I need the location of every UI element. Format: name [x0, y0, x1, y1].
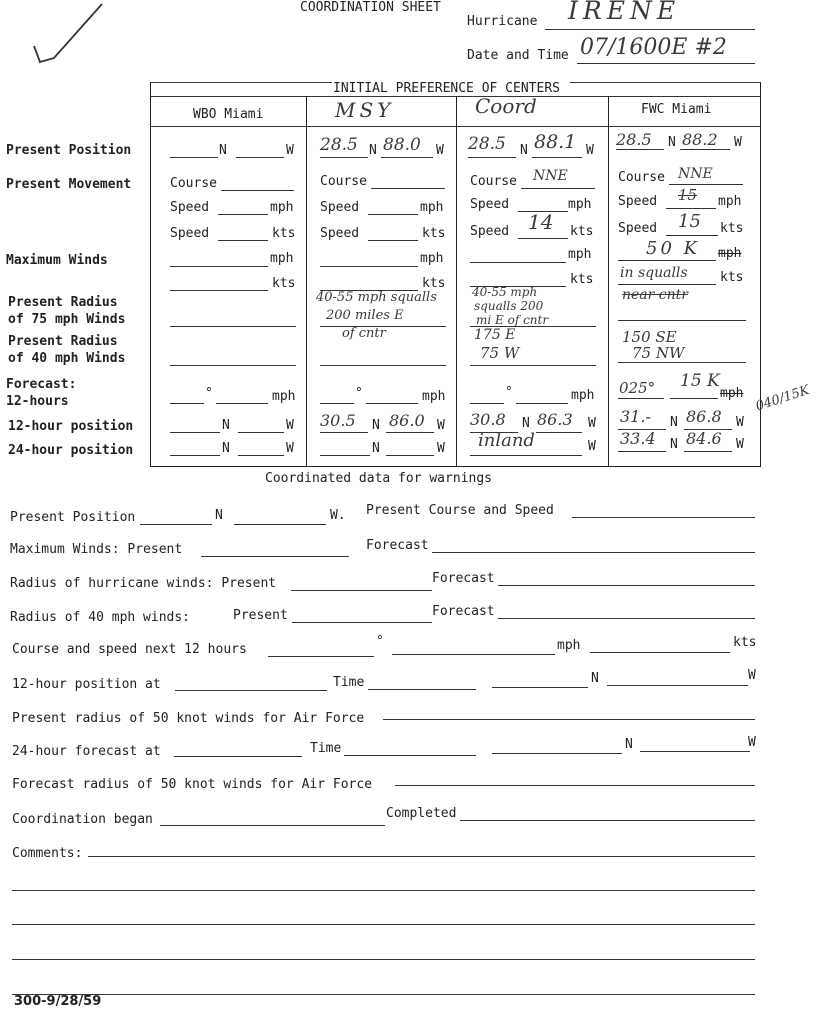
- hurricane-name: IRENE: [568, 0, 681, 25]
- warn-forecast-24-label: 24-hour forecast at: [12, 744, 161, 759]
- wbo-speed-label-2: Speed: [170, 226, 210, 241]
- msy-speed-mph: mph: [420, 200, 444, 215]
- fwc-speed-mph: mph: [718, 194, 742, 209]
- fwc-pos-lat: 28.5: [616, 130, 652, 149]
- coord-radius40-2: 75 W: [480, 344, 520, 362]
- warn-position-12-time: Time: [333, 675, 365, 690]
- column-wbo-miami: WBO Miami: [193, 107, 264, 122]
- wbo-pos-w: W: [286, 143, 294, 158]
- warn-radius-40-label: Radius of 40 mph winds:: [10, 610, 191, 625]
- warn-radius-hurricane-label: Radius of hurricane winds: Present: [10, 576, 277, 591]
- warn-radius-hurricane-forecast: Forecast: [432, 571, 495, 586]
- datetime-label: Date and Time: [467, 48, 569, 63]
- wbo-maxwind-kts: kts: [272, 276, 296, 291]
- comments-label: Comments:: [12, 846, 83, 861]
- coord-radius-2: squalls 200: [474, 299, 544, 313]
- coord-12-lon: 86.3: [537, 410, 573, 429]
- sheet-title: COORDINATION SHEET: [300, 0, 441, 15]
- fwc-12-n: N: [670, 415, 678, 430]
- fwc-forecast-speed: 15 K: [680, 371, 720, 391]
- wbo-speed-label: Speed: [170, 200, 210, 215]
- checkmark-icon: [28, 0, 108, 70]
- coord-course-label: Course: [470, 174, 517, 189]
- warn-forecast-24-w: W: [748, 735, 756, 750]
- coord-course: NNE: [533, 168, 568, 184]
- msy-radius-2: 200 miles E: [326, 308, 404, 323]
- datetime-value: 07/1600E #2: [580, 35, 727, 60]
- fwc-24-lon: 84.6: [686, 429, 722, 448]
- msy-12-n: N: [372, 418, 380, 433]
- warn-course-12-deg: °: [376, 634, 384, 649]
- msy-forecast-deg: °: [355, 386, 363, 401]
- coord-forecast-mph: mph: [571, 388, 595, 403]
- warn-forecast-24-n: N: [625, 737, 633, 752]
- warn-course-12-label: Course and speed next 12 hours: [12, 642, 247, 657]
- coord-speed-kts-value: 14: [528, 210, 554, 234]
- warn-course-speed-label: Present Course and Speed: [366, 503, 554, 518]
- warnings-title: Coordinated data for warnings: [265, 471, 492, 486]
- warn-coord-began-label: Coordination began: [12, 812, 153, 827]
- coord-12-lat: 30.8: [470, 410, 506, 429]
- msy-course-label: Course: [320, 174, 367, 189]
- warn-present-w: W.: [330, 508, 346, 523]
- row-label-present-position: Present Position: [6, 143, 132, 158]
- form-number: 300-9/28/59: [14, 994, 102, 1009]
- coord-maxwind-mph: mph: [568, 247, 592, 262]
- fwc-pos-w: W: [734, 135, 742, 150]
- fwc-12-w: W: [736, 415, 744, 430]
- wbo-forecast-deg: °: [205, 386, 213, 401]
- fwc-speed-label-2: Speed: [618, 221, 658, 236]
- coord-radius-1: 40-55 mph: [472, 285, 538, 299]
- coord-forecast-deg: °: [505, 385, 513, 400]
- wbo-12-w: W: [286, 418, 294, 433]
- row-label-position-24: 24-hour position: [8, 443, 134, 458]
- warn-maxwinds-label: Maximum Winds: Present: [10, 542, 183, 557]
- fwc-maxwind-note: in squalls: [620, 265, 688, 281]
- fwc-24-lat: 33.4: [620, 429, 656, 448]
- wbo-12-n: N: [222, 418, 230, 433]
- fwc-pos-n: N: [668, 135, 676, 150]
- row-label-forecast: Forecast:: [6, 377, 77, 392]
- coord-24-inland: inland: [478, 430, 535, 451]
- fwc-speed-label: Speed: [618, 194, 658, 209]
- fwc-maxwind-mph: mph: [718, 246, 742, 261]
- msy-24-w: W: [437, 441, 445, 456]
- fwc-radius75: near cntr: [622, 287, 688, 303]
- coord-speed-label-2: Speed: [470, 224, 510, 239]
- coord-pos-lon: 88.1: [534, 131, 577, 153]
- warn-radius-40-present: Present: [233, 608, 288, 623]
- fwc-radius40-2: 75 NW: [632, 344, 685, 362]
- row-label-present-movement: Present Movement: [6, 177, 132, 192]
- msy-speed-kts: kts: [422, 226, 446, 241]
- msy-pos-w: W: [436, 143, 444, 158]
- column-msy: MSY: [335, 98, 395, 122]
- msy-maxwind-kts: kts: [422, 276, 446, 291]
- warn-position-12-n: N: [591, 671, 599, 686]
- msy-12-lon: 86.0: [389, 411, 425, 430]
- coord-pos-lat: 28.5: [468, 134, 506, 154]
- table-title: INITIAL PREFERENCE OF CENTERS: [333, 81, 560, 96]
- row-label-forecast-12: 12-hours: [6, 394, 69, 409]
- row-label-radius-40-a: Present Radius: [8, 334, 118, 349]
- warn-course-12-mph: mph: [557, 638, 581, 653]
- msy-speed-label: Speed: [320, 200, 360, 215]
- wbo-24-w: W: [286, 441, 294, 456]
- fwc-maxwind-kts: kts: [720, 270, 744, 285]
- coord-radius40-1: 175 E: [474, 327, 516, 343]
- coord-speed-label: Speed: [470, 197, 510, 212]
- coord-12-w: W: [588, 416, 596, 431]
- coord-speed-kts: kts: [570, 224, 594, 239]
- warn-completed-label: Completed: [386, 806, 457, 821]
- warn-position-12-label: 12-hour position at: [12, 677, 161, 692]
- wbo-maxwind-mph: mph: [270, 251, 294, 266]
- msy-speed-label-2: Speed: [320, 226, 360, 241]
- fwc-maxwind-value: 50 K: [646, 238, 701, 259]
- wbo-course-label: Course: [170, 176, 217, 191]
- fwc-course-label: Course: [618, 170, 665, 185]
- coord-12-n: N: [522, 416, 530, 431]
- coord-pos-w: W: [586, 143, 594, 158]
- wbo-forecast-mph: mph: [272, 389, 296, 404]
- fwc-24-n: N: [670, 437, 678, 452]
- warn-forecast-24-time: Time: [310, 741, 342, 756]
- msy-pos-lat: 28.5: [320, 135, 358, 155]
- fwc-forecast-note: 040/15K: [754, 382, 812, 415]
- msy-forecast-mph: mph: [422, 389, 446, 404]
- warn-present-n: N: [215, 508, 223, 523]
- fwc-speed-kts: kts: [720, 221, 744, 236]
- fwc-speed-kts-value: 15: [678, 211, 701, 232]
- column-coord: Coord: [475, 94, 537, 118]
- row-label-maximum-winds: Maximum Winds: [6, 253, 108, 268]
- coord-speed-mph: mph: [568, 197, 592, 212]
- msy-radius-1: 40-55 mph squalls: [316, 290, 437, 305]
- row-label-radius-75-a: Present Radius: [8, 295, 118, 310]
- coord-24-w: W: [588, 439, 596, 454]
- fwc-pos-lon: 88.2: [682, 130, 718, 149]
- fwc-24-w: W: [736, 437, 744, 452]
- msy-radius-3: of cntr: [342, 326, 386, 341]
- fwc-12-lon: 86.8: [686, 407, 722, 426]
- fwc-forecast-dir: 025°: [619, 379, 656, 397]
- wbo-speed-kts: kts: [272, 226, 296, 241]
- hurricane-label: Hurricane: [467, 14, 538, 29]
- msy-pos-lon: 88.0: [383, 135, 421, 155]
- column-fwc-miami: FWC Miami: [641, 102, 712, 117]
- warn-present-position-label: Present Position: [10, 510, 136, 525]
- fwc-12-lat: 31.-: [620, 407, 651, 426]
- coord-pos-n: N: [520, 143, 528, 158]
- warn-radius-40-forecast: Forecast: [432, 604, 495, 619]
- fwc-course: NNE: [678, 166, 713, 182]
- fwc-speed-mph-value: 15: [678, 186, 698, 204]
- wbo-pos-n: N: [219, 143, 227, 158]
- wbo-speed-mph: mph: [270, 200, 294, 215]
- fwc-forecast-mph: mph: [720, 386, 744, 401]
- row-label-radius-75-b: of 75 mph Winds: [8, 312, 126, 327]
- coord-radius-3: mi E of cntr: [476, 313, 549, 327]
- msy-pos-n: N: [369, 143, 377, 158]
- coord-maxwind-kts: kts: [570, 272, 594, 287]
- warn-forecast-radius-50-label: Forecast radius of 50 knot winds for Air Force: [12, 777, 373, 792]
- wbo-24-n: N: [222, 441, 230, 456]
- msy-maxwind-mph: mph: [420, 251, 444, 266]
- row-label-position-12: 12-hour position: [8, 419, 134, 434]
- msy-24-n: N: [372, 441, 380, 456]
- warn-radius-50-af-label: Present radius of 50 knot winds for Air Force: [12, 711, 365, 726]
- warn-position-12-w: W: [748, 668, 756, 683]
- msy-12-lat: 30.5: [320, 411, 356, 430]
- row-label-radius-40-b: of 40 mph Winds: [8, 351, 126, 366]
- warn-maxwinds-forecast-label: Forecast: [366, 538, 429, 553]
- warn-course-12-kts: kts: [733, 635, 757, 650]
- fwc-radius40-1: 150 SE: [622, 328, 677, 346]
- msy-12-w: W: [437, 418, 445, 433]
